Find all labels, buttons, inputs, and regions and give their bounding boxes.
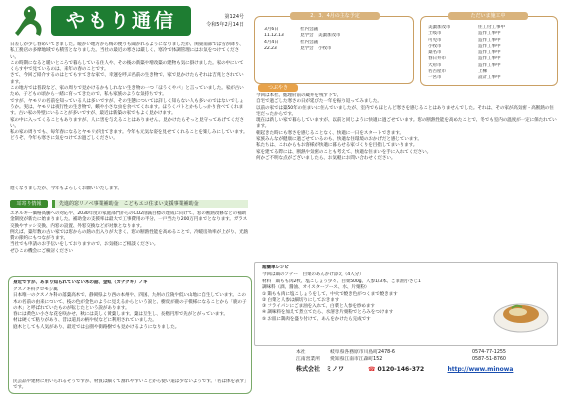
site-row: 大府市 造作工事中 [428,62,501,68]
office-address: 愛知県江南市江森町152 [330,357,383,362]
freedial-number: 0120-146-372 [377,366,425,373]
site-row: 土岐市 造作工事中 [428,31,501,37]
schedule-row: 3月6日 社内会議 [264,27,318,32]
schedule-heading: 2．3．4月の主な予定 [290,12,380,20]
issue-date: 令和5年2月14日 [206,22,244,28]
mutter-heading: つぶやき [258,84,298,92]
office-label: 江南営業所 [296,357,320,362]
mutter-text: 今回は本社、総理府前の蔵井を残す下で、 自宅で過ごした寒さの日が延びた一年を振り返ってみました。 以前の家では築50年の住まいに住んでいましたが、室内でもほとんど寒さを感じることはありませんでした。それは、その家が高気密・高断熱の住宅だったからです。 現在は新しい家で暮らしていますが、以前と同じように快適に過ごせています。窓の断熱性能を高めたことで、冬でも室内の温度が一定に保たれています。 朝起きた時にも寒さを感じることなく、快適に一日をスタートできます。 家族みんなが健康に過ごせているのも、快適な住環境のおかげだと感じています。 私たちは、これからもお客様が快適に暮らせる家づくりを目指してまいります。 家を建てる際には、断熱や気密のことも考えて、快適な住まいを手に入れてください。 何かご不明な点がございましたら、お気軽にお問い合わせください。 [256,93,557,161]
schedule-row: 4月4日 社内会議 [264,39,318,45]
subsidy-text: エネルギー価格高騰への対応や、2030年度の家庭部門からのCO2削減目標の達成に向けて、窓の断熱改修などの補助金制度が新たに始まりました。補助金の支援率は最大で工事費用の半分、一戸当たり200万円までとなります。ガラス交換やサッシ交換、内窓の設置、外窓交換などが対象となります。 例えば、築年数の古い家では窓からの熱の出入りが大きく、窓の断熱性能を高めることで、冷暖房効率が上がり、光熱費の節約にもつながります。 当社でも申請のお手伝いをしておりますので、お気軽にご相談ください。 ぜひこの機会にご検討ください [10,211,248,254]
issue-number: 第124号 [224,14,244,20]
office-phone: 0574-77-1255 [472,350,506,355]
site-row: 小牧市 造作工事中 [428,43,501,49]
construction-list [428,25,552,82]
tree-article-title: 身近ですが、あまり知られていない木の話、金虹（カナクギ）ノキ [13,280,148,285]
recipe-subtitle: 今回は鶏のソテー 白菜のあんかけ添え（4人分） [262,272,364,277]
site-row: 一宮市 設計工事中 [428,75,501,81]
intro-closing: 遅くなりましたが、今年もよろしくお願いいたします。 [10,186,122,191]
site-row: 美濃加茂市 住工付工事中 [428,25,505,30]
recipe-title: 超簡単レシピ [262,265,289,270]
website-link[interactable]: http://www.minowa [447,366,514,373]
site-row: 桑名市 造作工事中 [428,50,501,56]
intro-text: 日差しが少し春めいてきました。暖かい地方から梅の便りも聞かれるようになりましたが、関東南部では雪が降り、私工務店の多摩地域でも積雪となりました。当社の最近の寒さは厳しく、寒冷で体調管理にはお気をつけてください。 この時期になると暖いところで暮らしている住人や、その後の新築や増改築の建物も気に掛けました。家の中にいてくらす中で見ているのは、来年の春のことです。 さて、今回ご紹介するのはとてもすてきな家で、幸運を呼ぶ名前の生き物で、家で見かけたらそれは吉兆とされています。 この地方では普段など、家の周りで見かけるかもしれない生き物の一つ「ほうくやパ」と言っていました。家が古いため、子どもの頃から一緒に育ってきたので、私も家族のような気持ちです。 ですが、ヤモリの名前を知っている人は多いですが、その生態については詳しく知らない人も多いのではないでしょうか。実は、ヤモリは夜行性の生き物で、蛾や小さな虫を食べてくれます。ほうくパトとかもしっかり食べてくれます。古い家の外壁にいることが多いですが、最近は新築の家でもよく見かけます。 家の中に入ってくることもありますが、人に害を与えることはありません。見かけたらそっと見守ってあげてください。 私の家の周りでも、毎年春になるとヤモリが出てきます。今年も元気な姿を見せてくれることを楽しみにしています。 どうぞ、今年も寒さに気をつけてお過ごしください。 [10,42,248,142]
gecko-logo-icon [10,4,52,44]
info-tag: 耳寄り情報 [10,200,48,208]
schedule-row: 11.12.13 見学会 美濃加茂市 [264,33,341,39]
office-phone: 0587-51-8760 [472,357,506,362]
site-row: 春日井市 造作工事中 [428,56,501,62]
phone-icon: ☎ [368,366,376,373]
schedule-row: 22.23 見学会 小牧市 [264,45,332,51]
company-name: 株式会社 ミノワ [296,366,345,373]
office-label: 本社 [296,350,306,355]
newsletter-title: やもり通信 [51,6,191,36]
schedule-list [264,27,404,52]
tree-article-body: クスノキ科クロモジ属 日本唯一のクスノキ科の落葉高木で、静岡県より西の本州や、四国、九州の丘陵や低い山地に自生しています。この木の名前の由来について、枝の色が金色のように見えるからという説と、樹皮が鹿の子模様になることから「鹿の子の木」と呼ばれていたものが転じたという説があります。 春には黄色い小さな花を咲かせ、秋には美しく黄葉します。葉は互生し、長楕円形で先がとがっています。 材は硬くて粘りがあり、昔は道具の柄や杖などに利用されていました。 庭木としても人気があり、最近では公園や街路樹でも見かけるようになりました。 [13,287,247,330]
site-row: 名古屋市 上棟 [428,69,487,75]
footer-office-row [296,357,558,364]
footer-company-row [296,365,558,374]
office-address: 岐阜県各務原市川島町2478-6 [330,350,395,355]
site-row: 可児市 造作工事中 [428,37,501,43]
recipe-dish-icon [492,286,550,340]
subsidy-heading: 先進的窓リノベ事業補助金 こどもエコ住まい支援事業補助金 [52,200,248,208]
recipe-steps: 材料 鶏もも肉2枚、塩こしょう少々、白菜500g、人参1/3本、ごま油小さじ1 調味料（酒、醤油、オイスターソース、水、片栗粉） ① 鶏もも肉に塩こしょうをして、中火で焼き色がつくまで焼きます ② 白菜と人参は細切りにしておきます ③ フライパンにごま油を入れて、白菜と人参を炒めます ④ 調味料を加えて煮立てたら、水溶き片栗粉でとろみをつけます ⑤ お皿に鶏肉を盛り付けて、あんをかけたら完成です [262,279,421,322]
footer-office-row [296,350,558,357]
tree-article-closing: 民芸品や建材に用いられるそうですが、材質は細くて割れやすいことから使い道は少ないようです。「名は体を表す」です。 [13,379,247,391]
construction-heading: ただいま施工中 [448,12,528,20]
